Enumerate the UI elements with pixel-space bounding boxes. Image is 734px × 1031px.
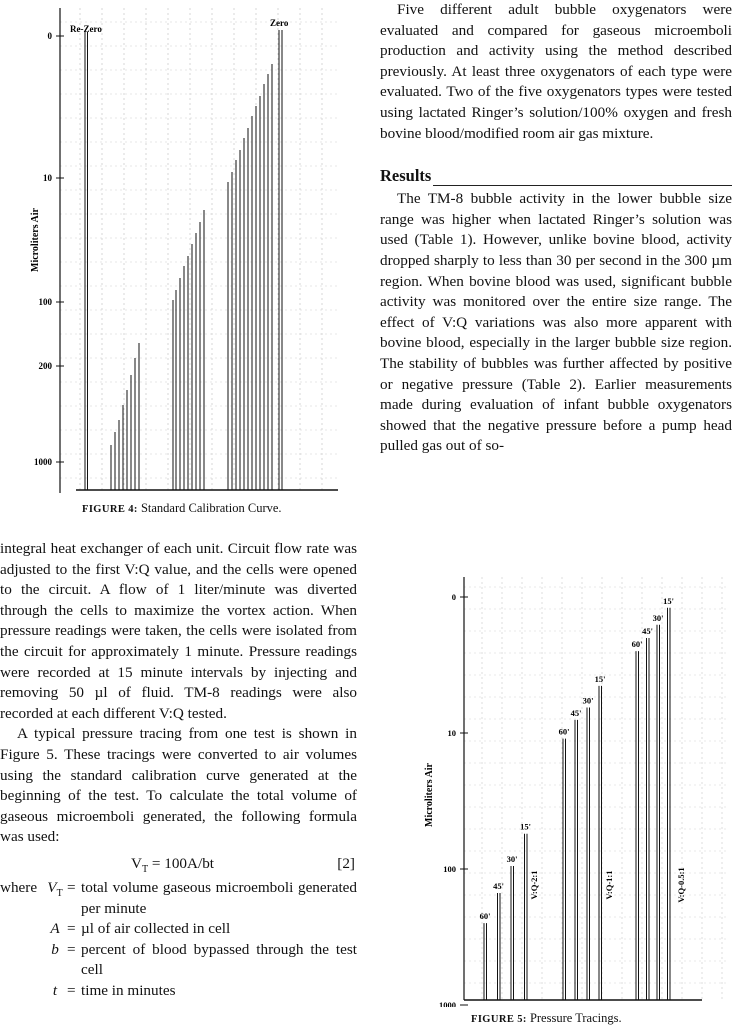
figure-5-label: FIGURE 5:	[471, 1014, 527, 1025]
peak-label: 30'	[582, 695, 594, 706]
definition-row: b = percent of blood bypassed through the test cell	[0, 940, 357, 981]
group-label: V:Q-2:1	[529, 870, 539, 900]
formula-sub: T	[141, 863, 149, 875]
definition-text: time in minutes	[81, 981, 176, 999]
peak-label: 60'	[558, 726, 570, 737]
peak-label: 45'	[642, 625, 653, 636]
figure-4-plot	[0, 0, 345, 500]
y-tick-label: 1000	[34, 457, 52, 467]
definition-symbol: $V_T$	[47, 878, 63, 899]
results-heading-text: Results	[380, 166, 432, 186]
intro-paragraph: Five different adult bubble oxygenators were evaluated and compared for gaseous microemboli production and activity using the method described previously. At least three oxygenators of each type were evaluated. Two of the five oxygenators types were tested using lactated Ringer’s solution/100% oxygen and fresh bovine blood/modified room air gas mixture.	[380, 1, 732, 142]
y-axis-label: Microliters Air	[30, 208, 41, 272]
where-word: where	[0, 878, 38, 896]
heading-rule	[433, 172, 732, 186]
methods-paragraph: integral heat exchanger of each unit. Circuit flow rate was adjusted to the first V:Q value, and the cells were opened to the circuit. A flow of 1 liter/minute was diverted through the cells to maximize the vortex action. When pressure readings were taken, the cells were isolated from the circuit for approximately 1 minute. Pressure readings were recorded at 15 minute intervals by injecting and removing 50 µl of fluid. TM-8 readings were also recorded at each different V:Q tested.	[0, 540, 357, 722]
left-column-text	[0, 539, 357, 1001]
definition-symbol: A	[50, 920, 60, 938]
formula-lhs: V	[131, 854, 142, 872]
figure-5-plot	[402, 555, 732, 1007]
definition-row: where $V_T$ = total volume gaseous microemboli generated per minute	[0, 878, 357, 919]
y-tick-label: 0	[47, 31, 52, 41]
definition-symbol: b	[51, 940, 59, 958]
right-column-text	[380, 0, 732, 457]
figure-4-caption-text: Standard Calibration Curve	[140, 501, 279, 515]
definition-text: percent of blood bypassed through the test cell	[81, 940, 357, 979]
y-tick-label: 100	[443, 864, 456, 874]
formula-number: [2]	[337, 854, 355, 872]
y-axis-label: Microliters Air	[424, 763, 435, 827]
pressure-paragraph: A typical pressure tracing from one test is shown in Figure 5. These tracings were converted to air volumes using the standard calibration curve generated at the beginning of the test. To calculate the total volume of gaseous microemboli generated, the following formula was used:	[0, 725, 357, 846]
group-label: V:Q-1:1	[604, 870, 614, 900]
annotation-zero: Zero	[270, 18, 289, 28]
group-label: V:Q-0.5:1	[676, 867, 686, 903]
peak-label: 15'	[594, 673, 606, 684]
definition-list	[0, 878, 357, 1002]
y-tick-label: 0	[451, 592, 456, 602]
figure-5-caption: FIGURE 5: Pressure Tracings.	[471, 1011, 622, 1025]
results-paragraph: The TM-8 bubble activity in the lower bubble size range was higher when lactated Ringer’s solution was used (Table 1). However, unlike bovine blood, activity dropped sharply to less than 30 per second in the 300 µm region. When bovine blood was used, significant bubble activity was monitored over the entire size range. The effect of V:Q variations was also more apparent with bovine blood, especially in the larger bubble size region. The stability of bubbles was further affected by positive or negative pressure (Table 2). Earlier measurements made during evaluation of infant bubble oxygenators showed that the negative pressure before a pump head pulled gas out of so-	[380, 190, 732, 455]
peak-label: 15'	[663, 595, 674, 606]
figure-4-caption: FIGURE 4: Standard Calibration Curve.	[82, 501, 282, 515]
figure-4-label: FIGURE 4:	[82, 504, 138, 515]
peak-label: 60'	[631, 639, 643, 650]
annotation-rezero: Re-Zero	[70, 24, 102, 34]
formula-rhs: = 100A/bt	[148, 854, 215, 872]
definition-symbol: t	[52, 981, 58, 999]
figure-5-caption-text: Pressure Tracings	[529, 1011, 619, 1025]
peak-label: 15'	[520, 821, 531, 832]
peak-label: 60'	[479, 911, 491, 922]
peak-label: 45'	[493, 880, 504, 891]
definition-text: µl of air collected in cell	[81, 920, 231, 938]
peak-label: 30'	[506, 853, 518, 864]
formula	[0, 852, 357, 878]
figure-4	[0, 0, 345, 515]
y-tick-label: 1000	[439, 1000, 456, 1007]
definition-text: total volume gaseous microemboli generated per minute	[81, 878, 357, 917]
peak-label: 30'	[652, 612, 664, 623]
definition-row: A = µl of air collected in cell	[0, 919, 357, 940]
y-tick-label: 10	[447, 728, 456, 738]
results-heading	[380, 166, 732, 186]
y-tick-label: 100	[38, 297, 52, 307]
definition-row: t = time in minutes	[0, 981, 357, 1002]
figure-5	[402, 555, 732, 1031]
peak-label: 45'	[570, 707, 582, 718]
y-tick-label: 200	[38, 361, 52, 371]
y-tick-label: 10	[43, 173, 52, 183]
